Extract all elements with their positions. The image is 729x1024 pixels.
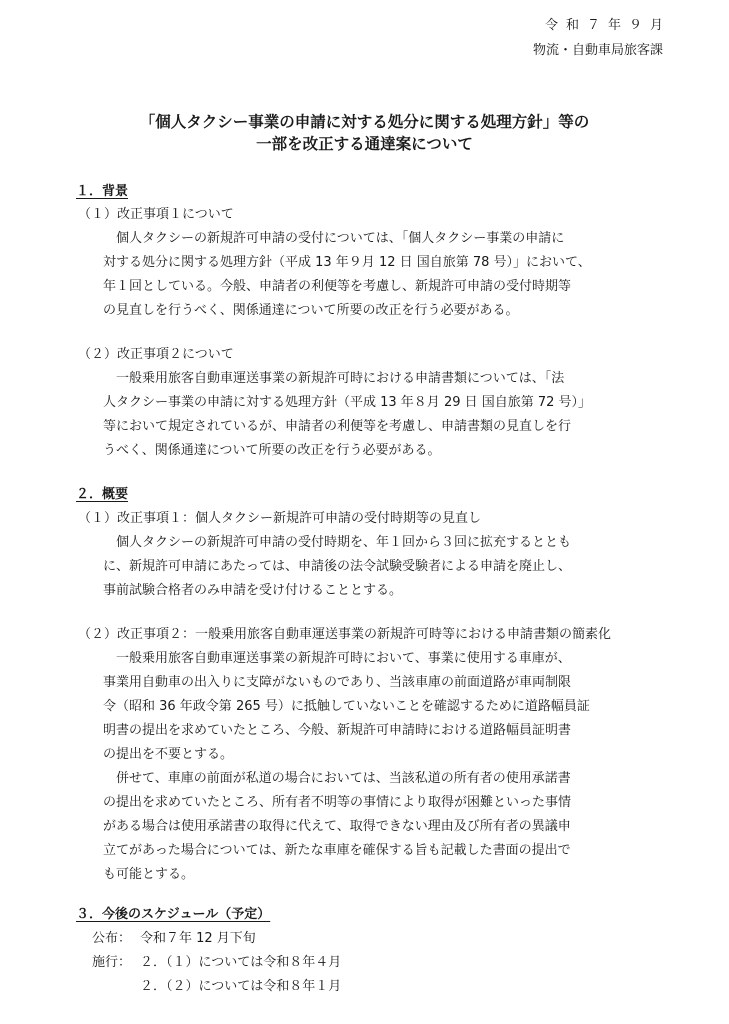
section-2-heading: ２．概要 bbox=[76, 487, 129, 502]
paragraph-line: うべく、関係通達について所要の改正を行う必要がある。 bbox=[103, 443, 441, 458]
paragraph-line: 令（昭和 36 年政令第 265 号）に抵触していないことを確認するために道路幅員証 bbox=[103, 699, 590, 714]
section-2-item-1-heading: （１）改正事項１：個人タクシー新規許可申請の受付時期等の見直し bbox=[78, 511, 482, 526]
paragraph-line: がある場合は使用承諾書の取得に代えて、取得できない理由及び所有者の異議申 bbox=[103, 819, 571, 834]
paragraph-line: 事業用自動車の出入りに支障がないものであり、当該車庫の前面道路が車両制限 bbox=[103, 675, 572, 690]
issuing-department: 物流・自動車局旅客課 bbox=[532, 43, 663, 58]
document-date: 令和７年９月 bbox=[544, 18, 671, 33]
publish-label: 公布： bbox=[92, 931, 132, 946]
paragraph-line: 人タクシー事業の申請に対する処理方針（平成 13 年８月 29 日 国自旅第 72 号）」 bbox=[103, 395, 592, 410]
enforce-label: 施行： bbox=[92, 955, 132, 970]
paragraph-line: に、新規許可申請にあたっては、申請後の法令試験受験者による申請を廃止し、 bbox=[103, 559, 572, 574]
paragraph-line: 対する処分に関する処理方針（平成 13 年９月 12 日 国自旅第 78 号）」において、 bbox=[103, 255, 591, 270]
document-title-line-1: 「個人タクシー事業の申請に対する処分に関する処理方針」等の bbox=[139, 113, 590, 131]
paragraph-line: 年１回としている。今般、申請者の利便等を考慮し、新規許可申請の受付時期等 bbox=[103, 279, 572, 294]
paragraph-line: の提出を求めていたところ、所有者不明等の事情により取得が困難といった事情 bbox=[103, 795, 572, 810]
section-3-heading: ３．今後のスケジュール（予定） bbox=[76, 907, 271, 922]
section-1-heading: １．背景 bbox=[76, 184, 129, 199]
section-1-item-2-heading: （２）改正事項２について bbox=[78, 347, 234, 362]
document-title-line-2: 一部を改正する通達案について bbox=[256, 135, 473, 153]
enforce-item: ２．（２）については令和８年１月 bbox=[140, 979, 342, 994]
paragraph-line: も可能とする。 bbox=[103, 867, 195, 882]
paragraph-line: 事前試験合格者のみ申請を受け付けることとする。 bbox=[103, 583, 403, 598]
paragraph-line: 等において規定されているが、申請者の利便等を考慮し、申請書類の見直しを行 bbox=[103, 419, 572, 434]
paragraph-line: 個人タクシーの新規許可申請の受付については、「個人タクシー事業の申請に bbox=[103, 231, 565, 246]
enforce-item: ２．（１）については令和８年４月 bbox=[140, 955, 342, 970]
paragraph-line: 一般乗用旅客自動車運送事業の新規許可時において、事業に使用する車庫が、 bbox=[103, 651, 571, 666]
paragraph-line: の見直しを行うべく、関係通達について所要の改正を行う必要がある。 bbox=[103, 303, 519, 318]
publish-date: 令和７年 12 月下旬 bbox=[140, 931, 256, 946]
paragraph-line: 一般乗用旅客自動車運送事業の新規許可時における申請書類については、「法 bbox=[103, 371, 565, 386]
section-1-item-1-heading: （１）改正事項１について bbox=[78, 207, 234, 222]
paragraph-line: 個人タクシーの新規許可申請の受付時期を、年１回から３回に拡充するととも bbox=[103, 535, 572, 550]
paragraph-line: 併せて、車庫の前面が私道の場合においては、当該私道の所有者の使用承諾書 bbox=[103, 771, 571, 786]
paragraph-line: 立てがあった場合については、新たな車庫を確保する旨も記載した書面の提出で bbox=[103, 843, 571, 858]
section-2-item-2-heading: （２）改正事項２：一般乗用旅客自動車運送事業の新規許可時等における申請書類の簡素化 bbox=[78, 627, 612, 642]
paragraph-line: 明書の提出を求めていたところ、今般、新規許可申請時における道路幅員証明書 bbox=[103, 723, 572, 738]
paragraph-line: の提出を不要とする。 bbox=[103, 747, 234, 762]
